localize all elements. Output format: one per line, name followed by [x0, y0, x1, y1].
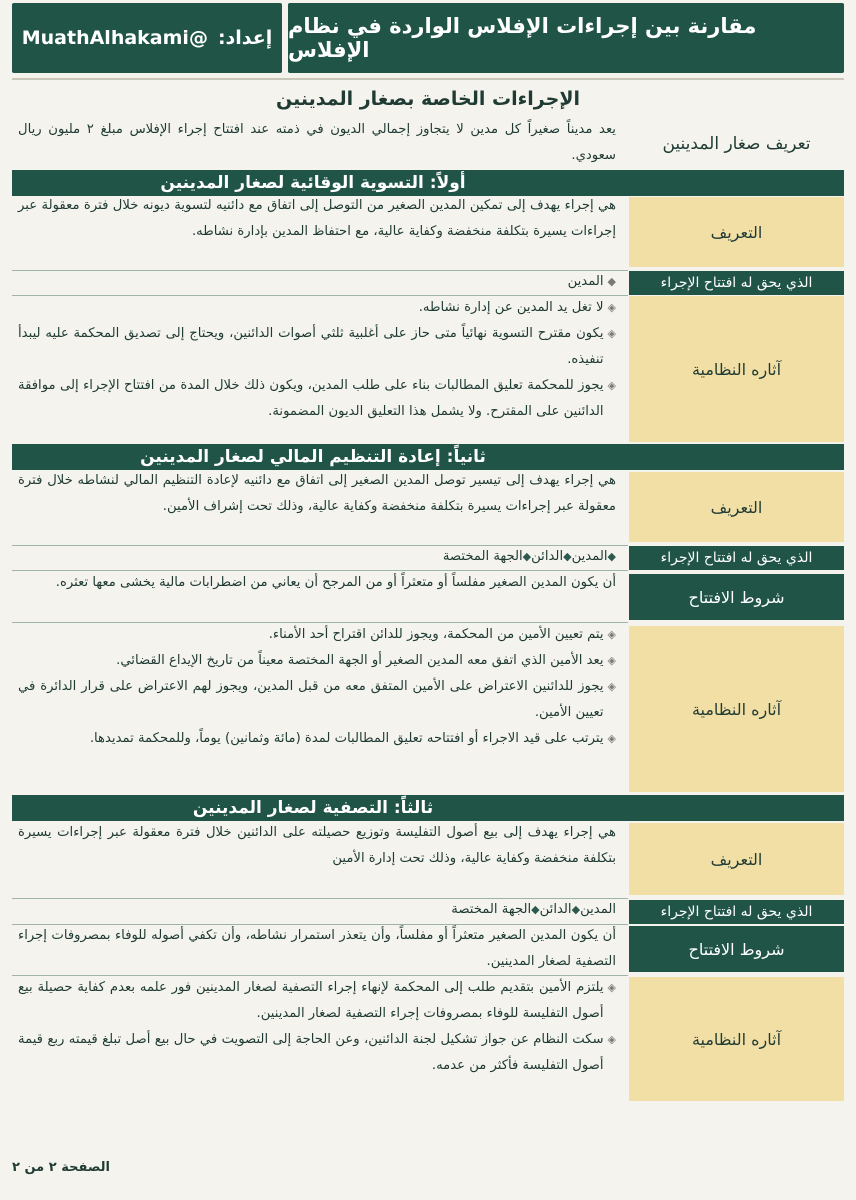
definition-label: تعريف صغار المدينين	[662, 134, 811, 154]
second-definition-text: هي إجراء يهدف إلى تيسير توصل المدين الصغير إلى اتفاق مع دائنيه لإعادة التنظيم المالي لنشاطه خلال فترة معقولة عبر إجراءات يسيرة بتكلفة منخفضة وكفاية عالية، وذلك تحت إشراف الأمين.	[18, 473, 616, 514]
third-effects-label: آثاره النظامية	[629, 977, 844, 1101]
first-definition-label: التعريف	[629, 197, 844, 267]
first-right-label: الذي يحق له افتتاح الإجراء	[629, 271, 844, 295]
first-definition-text: هي إجراء يهدف إلى تمكين المدين الصغير من التوصل إلى اتفاق مع دائنيه لتسوية ديونه خلال فترة معقولة عبر إجراءات يسيرة بتكلفة منخفضة وكفاية عالية، مع احتفاظ المدين بإدارة نشاطه.	[18, 198, 616, 239]
first-effects-label: آثاره النظامية	[629, 296, 844, 442]
second-section-band: ثانياً: إعادة التنظيم المالي لصغار المدينين	[12, 444, 844, 470]
second-effects-list	[12, 622, 622, 792]
list-item: ◈ يكون مقترح التسوية نهائياً متى حاز على أغلبية ثلثي أصوات الدائنين، ويحتاج إلى تصديق المحكمة عليه ليبدأ تنفيذه.	[18, 321, 616, 373]
first-section-band: أولاً: التسوية الوقائية لصغار المدينين	[12, 170, 844, 196]
author-handle: @MuathAlhakami	[21, 27, 208, 49]
diamond-bullet-icon: ◈	[607, 732, 616, 745]
diamond-bullet-icon: ◆	[607, 275, 616, 288]
second-condition-label: شروط الافتتاح	[629, 574, 844, 620]
diamond-bullet-icon: ◈	[607, 680, 616, 693]
list-item: ◈ يترتب على قيد الاجراء أو افتتاحه تعليق المطالبات لمدة (مائة وثمانين) يوماً، وللمحكمة تمديدها.	[18, 726, 616, 752]
header-divider	[12, 78, 844, 80]
page-title: مقارنة بين إجراءات الإفلاس الواردة في نظام الإفلاس	[288, 3, 844, 73]
author-label: إعداد:	[217, 27, 273, 49]
document-page	[12, 0, 844, 1200]
diamond-bullet-icon: ◆	[571, 903, 581, 916]
diamond-bullet-icon: ◈	[607, 981, 616, 994]
second-effects-label: آثاره النظامية	[629, 626, 844, 792]
list-item: ◈ يلتزم الأمين بتقديم طلب إلى المحكمة لإنهاء إجراء التصفية لصغار المدينين فور علمه بعدم كفاية حصيلة بيع أصول التفليسة للوفاء بمصروفات إجراء التصفية لصغار المدينين.	[18, 975, 616, 1027]
diamond-bullet-icon: ◆	[531, 903, 540, 916]
second-right-items: ◆المدين◆الدائن◆الجهة المختصة	[442, 549, 616, 564]
third-condition-label: شروط الافتتاح	[629, 926, 844, 972]
diamond-bullet-icon: ◈	[607, 1033, 616, 1046]
list-item: ◈ لا تغل يد المدين عن إدارة نشاطه.	[18, 295, 616, 321]
list-item: ◈ يجوز للدائنين الاعتراض على الأمين المتفق معه من قبل المدين، ويجوز لهم الاعتراض على قرار الدائرة في تعيين الأمين.	[18, 674, 616, 726]
first-right-text: ◆ المدين	[12, 269, 622, 295]
third-definition-label: التعريف	[629, 823, 844, 895]
author-box	[12, 3, 282, 73]
list-item: ◈ يجوز للمحكمة تعليق المطالبات بناء على طلب المدين، ويكون ذلك خلال المدة من افتتاح الإجراء إلى موافقة الدائنين على المقترح. ولا يشمل هذا التعليق الديون المضمونة.	[18, 373, 616, 425]
diamond-bullet-icon: ◆	[563, 550, 572, 563]
diamond-bullet-icon: ◈	[607, 654, 616, 667]
first-effects-list	[12, 295, 622, 441]
second-definition-label: التعريف	[629, 472, 844, 542]
list-item: ◈ سكت النظام عن جواز تشكيل لجنة الدائنين، وعن الحاجة إلى التصويت في حال بيع أصل تبلغ قيمته ربع قيمة أصول التفليسة فأكثر من عدمه.	[18, 1027, 616, 1079]
second-condition-text: أن يكون المدين الصغير مفلساً أو متعثراً أو من المرجح أن يعاني من اضطرابات مالية يخشى معها تعثره.	[55, 575, 616, 590]
diamond-bullet-icon: ◈	[607, 628, 616, 641]
list-item: ◈ يتم تعيين الأمين من المحكمة، ويجوز للدائن اقتراح أحد الأمناء.	[18, 622, 616, 648]
section-title: الإجراءات الخاصة بصغار المدينين	[276, 88, 580, 110]
third-right-label: الذي يحق له افتتاح الإجراء	[629, 900, 844, 924]
diamond-bullet-icon: ◈	[607, 379, 616, 392]
third-section-band: ثالثاً: التصفية لصغار المدينين	[12, 795, 844, 821]
page-number: الصفحة ٢ من ٢	[12, 1160, 110, 1175]
list-item: ◈ يعد الأمين الذي اتفق معه المدين الصغير أو الجهة المختصة معيناً من تاريخ الإيداع القضائي.	[18, 648, 616, 674]
diamond-bullet-icon: ◈	[607, 301, 616, 314]
third-condition-text: أن يكون المدين الصغير متعثراً أو مفلساً، وأن يتعذر استمرار نشاطه، وأن تكفي أصوله للوفاء بمصروفات إجراء التصفية لصغار المدينين.	[18, 928, 616, 969]
diamond-bullet-icon: ◈	[607, 327, 616, 340]
definition-text: يعد مديناً صغيراً كل مدين لا يتجاوز إجمالي الديون في ذمته عند افتتاح إجراء الإفلاس مبلغ ٢ مليون ريال سعودي.	[18, 122, 616, 163]
third-definition-text: هي إجراء يهدف إلى بيع أصول التفليسة وتوزيع حصيلته على الدائنين خلال فترة معقولة عبر إجراءات يسيرة بتكلفة منخفضة وكفاية عالية، وذلك تحت إدارة الأمين	[18, 825, 616, 866]
third-right-items: المدين◆الدائن◆الجهة المختصة	[451, 902, 616, 917]
diamond-bullet-icon: ◆	[607, 550, 616, 563]
third-effects-list	[12, 975, 622, 1101]
second-right-label: الذي يحق له افتتاح الإجراء	[629, 546, 844, 570]
diamond-bullet-icon: ◆	[522, 550, 532, 563]
